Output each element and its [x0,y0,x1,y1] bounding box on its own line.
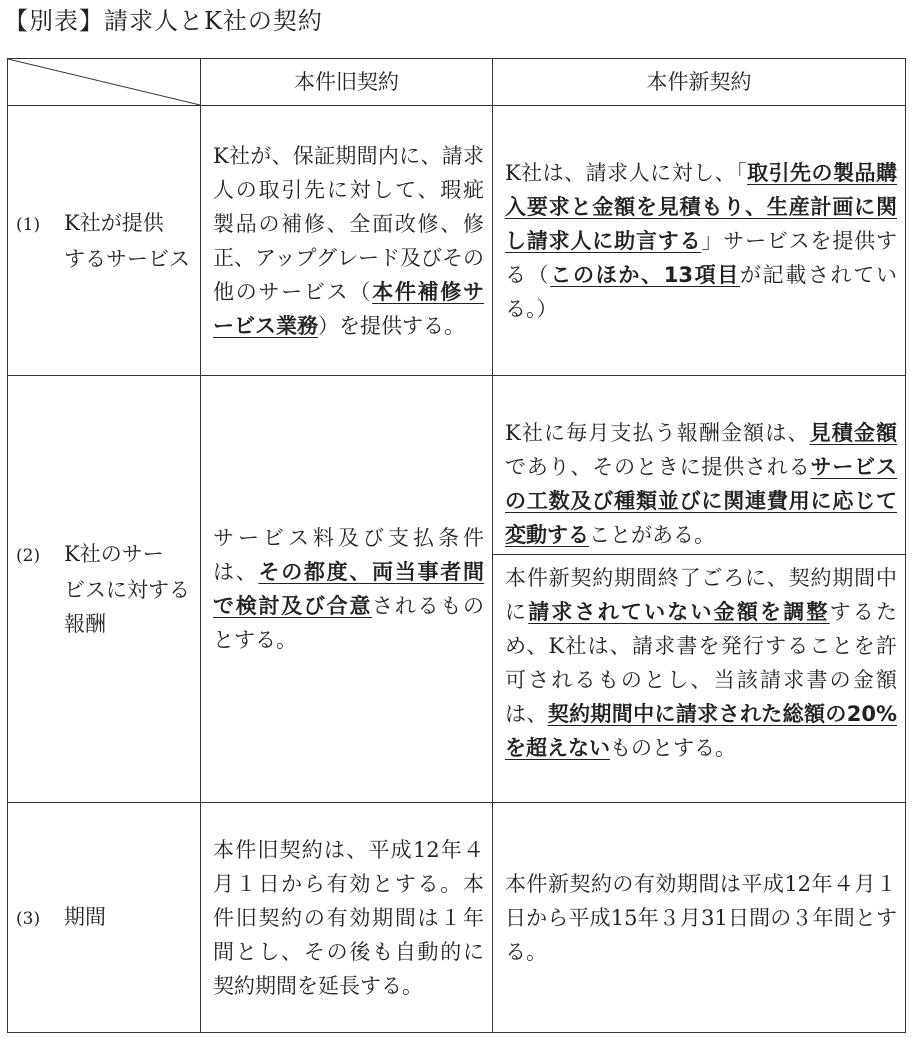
row-label: (3) 期間 [8,803,201,1033]
header-new-contract: 本件新契約 [493,59,906,106]
table-row [8,106,906,376]
row-number: (1) [16,214,41,235]
old-contract-cell: サービス料及び支払条件は、その都度、両当事者間で検討及び合意されるものとする。 [201,376,493,803]
corner-cell [8,59,201,106]
row-label: (1) K社が提供 するサービス [8,106,201,376]
row-label: (2) K社のサー ビスに対する 報酬 [8,376,201,803]
new-contract-cell: 本件新契約の有効期間は平成12年４月１日から平成15年３月31日間の３年間とする。 [493,803,906,1033]
highlight-text: サービスの工数及び種類並びに関連費用に応じて変動する [505,454,898,547]
highlight-text: 請求されていない金額を調整 [528,599,830,624]
table-row [8,376,906,803]
old-contract-cell: K社が、保証期間内に、請求人の取引先に対して、瑕疵製品の補修、全面改修、修正、アップグレード及びその他のサービス（本件補修サービス業務）を提供する。 [201,106,493,376]
page-title: 【別表】請求人とK社の契約 [4,7,323,35]
highlight-text: 契約期間中に請求された総額の20%を超えない [505,701,897,760]
new-contract-clause-a: K社に毎月支払う報酬金額は、見積金額であり、そのときに提供されるサービスの工数及び種類並びに関連費用に応じて変動することがある。 [493,414,905,555]
contract-comparison-table [7,58,906,1033]
highlight-text: 見積金額 [809,420,898,445]
new-contract-cell [493,376,906,803]
row-number: (2) [16,546,41,566]
diagonal-line [8,59,200,105]
highlight-text: その都度、両当事者間で検討及び合意 [213,560,485,618]
old-contract-cell: 本件旧契約は、平成12年４月１日から有効とする。本件旧契約の有効期間は１年間とし、その後も自動的に契約期間を延長する。 [201,803,493,1033]
highlight-text: 本件補修サービス業務 [213,279,485,338]
new-contract-clause-b: 本件新契約期間終了ごろに、契約期間中に請求されていない金額を調整するため、K社は、請求書を発行することを許可されるものとし、当該請求書の金額は、契約期間中に請求された総額の20%を超えないものとする。 [505,565,897,760]
row-number: (3) [16,908,41,929]
table-header-row [8,59,906,106]
header-old-contract: 本件旧契約 [201,59,493,106]
table-row [8,803,906,1033]
new-contract-cell: K社は、請求人に対し、「取引先の製品購入要求と金額を見積もり、生産計画に関し請求人に助言する」サービスを提供する（このほか、13項目が記載されている。） [493,106,906,376]
highlight-text: 取引先の製品購入要求と金額を見積もり、生産計画に関し請求人に助言する [505,160,897,253]
highlight-text: このほか、13項目 [550,262,740,287]
